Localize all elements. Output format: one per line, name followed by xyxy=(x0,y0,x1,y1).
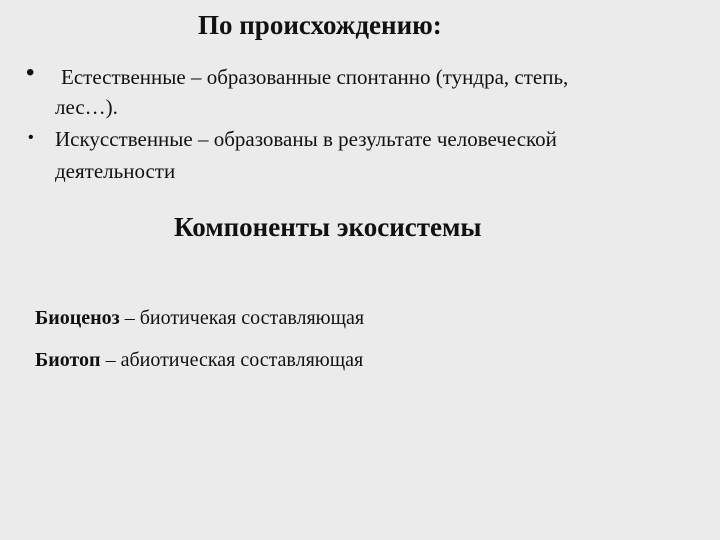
term-definition: – абиотическая составляющая xyxy=(100,349,364,371)
term-definition: – биотичекая составляющая xyxy=(119,307,365,329)
bullet-text-line: Естественные – образованные спонтанно (тундра, степь, xyxy=(61,65,569,89)
origin-heading: По происхождению: xyxy=(198,10,442,40)
bullet-icon: • xyxy=(26,59,35,86)
term-label: Биоценоз xyxy=(35,307,120,329)
components-heading: Компоненты экосистемы xyxy=(174,212,482,242)
bullet-text-line: деятельности xyxy=(55,159,176,183)
bullet-text-line: Искусственные – образованы в результате человеческой xyxy=(55,127,557,151)
term-line-biocenosis xyxy=(35,304,364,332)
term-label: Биотоп xyxy=(35,349,101,371)
term-line-biotope xyxy=(35,346,363,374)
bullet-text-line: лес…). xyxy=(55,95,118,119)
bullet-icon: • xyxy=(28,129,34,146)
